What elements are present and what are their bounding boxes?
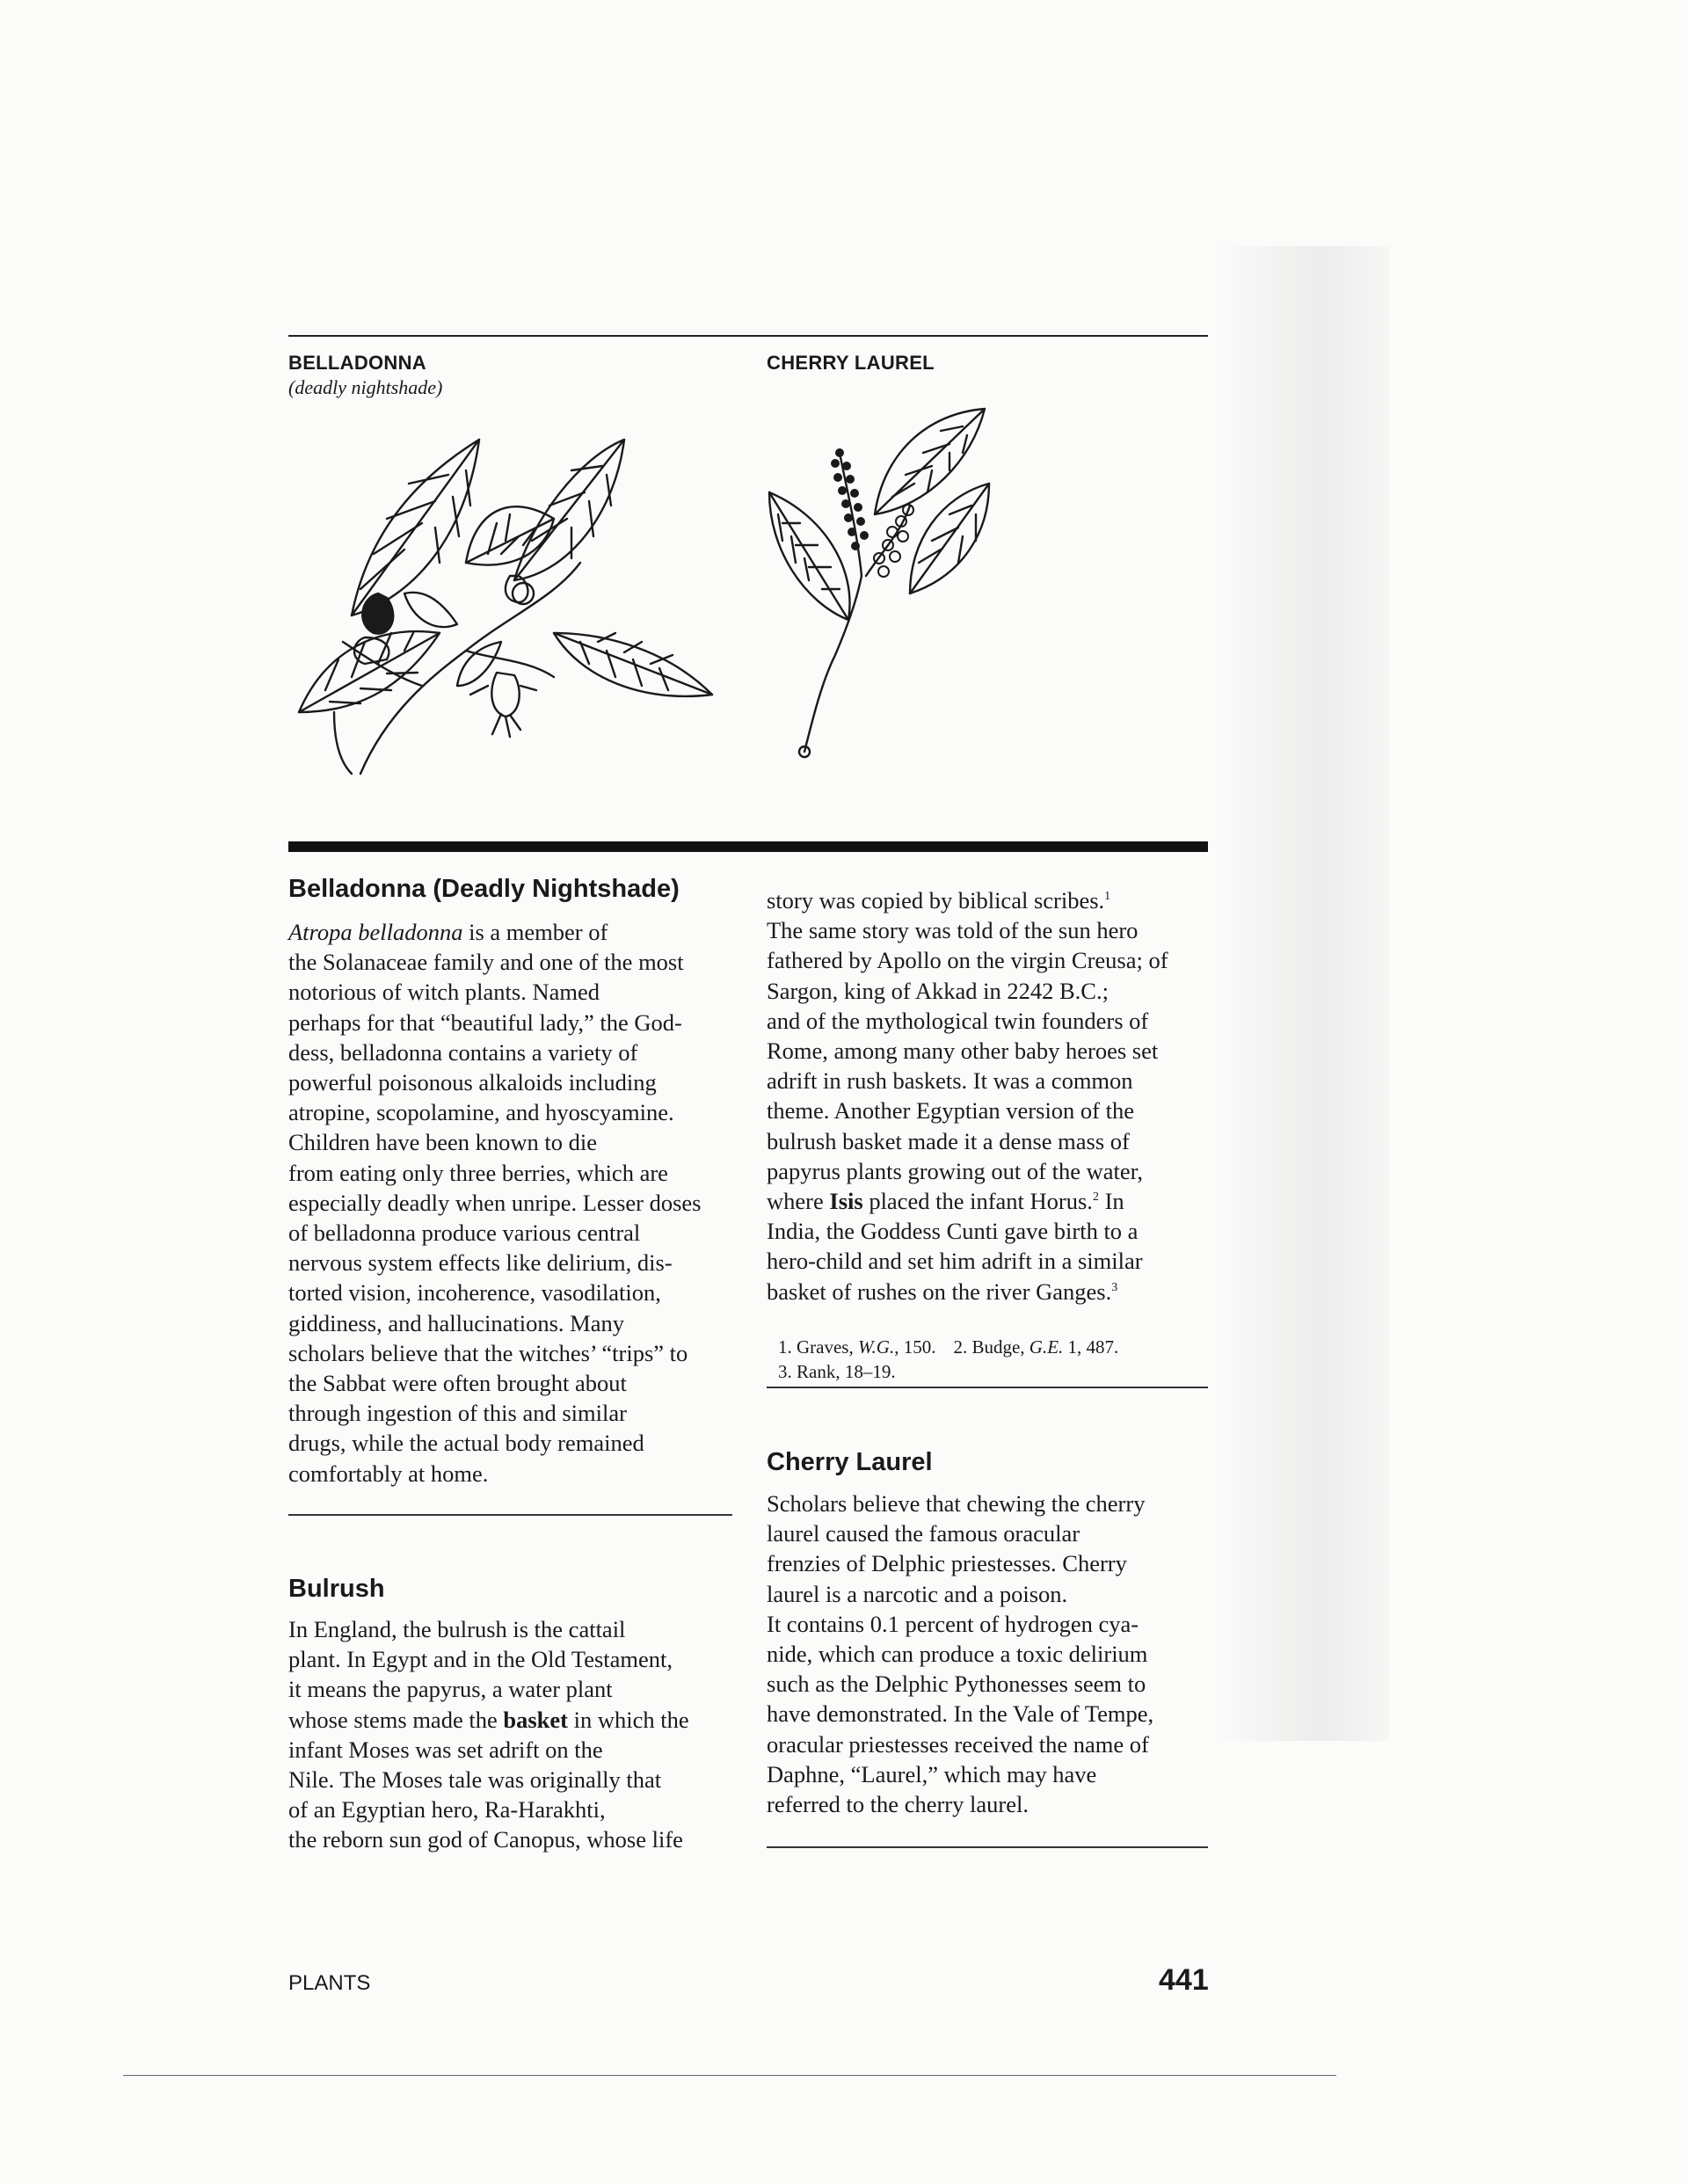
cherry-laurel-heading: Cherry Laurel — [767, 1448, 933, 1476]
text-line: laurel is a narcotic and a poison. — [767, 1580, 1068, 1607]
text-line: the reborn sun god of Canopus, whose life — [288, 1826, 683, 1853]
text-line: fathered by Apollo on the virgin Creusa; of — [767, 947, 1168, 974]
illustration-subtitle-belladonna: (deadly nightshade) — [288, 376, 443, 398]
text-line: referred to the cherry laurel. — [767, 1791, 1029, 1818]
text-line: powerful poisonous alkaloids including — [288, 1069, 657, 1096]
belladonna-plant-drawing-icon — [290, 422, 747, 783]
text-line: of belladonna produce various central — [288, 1219, 641, 1247]
text-line: The same story was told of the sun hero — [767, 917, 1139, 944]
running-footer-section: PLANTS — [288, 1971, 371, 1995]
text-line: from eating only three berries, which are — [288, 1159, 668, 1186]
text-line: have demonstrated. In the Vale of Tempe, — [767, 1700, 1154, 1728]
text-line: Atropa belladonna is a member of — [288, 919, 608, 945]
text-line: torted vision, incoherence, vasodilation, — [288, 1279, 661, 1307]
text-line: plant. In Egypt and in the Old Testament, — [288, 1646, 673, 1673]
text-line: of an Egyptian hero, Ra-Harakhti, — [288, 1796, 606, 1824]
text-line: dess, belladonna contains a variety of — [288, 1038, 638, 1066]
text-line: laurel caused the famous oracular — [767, 1520, 1080, 1547]
text-line: especially deadly when unripe. Lesser doses — [288, 1189, 702, 1216]
text-line: oracular priestesses received the name of — [767, 1730, 1149, 1758]
belladonna-end-rule — [288, 1514, 732, 1516]
belladonna-body — [288, 917, 737, 1489]
bulrush-body — [288, 1614, 737, 1855]
text-line: Scholars believe that chewing the cherry — [767, 1490, 1146, 1517]
page-shadow — [1213, 246, 1389, 1741]
text-line: frenzies of Delphic priestesses. Cherry — [767, 1550, 1127, 1577]
belladonna-heading: Belladonna (Deadly Nightshade) — [288, 875, 680, 903]
text-line: it means the papyrus, a water plant — [288, 1676, 613, 1703]
scan-bottom-line — [123, 2075, 1336, 2076]
footnote-line: 1. Graves, W.G., 150. 2. Budge, G.E. 1, 487. — [778, 1336, 1119, 1358]
text-line: bulrush basket made it a dense mass of — [767, 1127, 1130, 1154]
text-line: notorious of witch plants. Named — [288, 979, 600, 1006]
illustration-label-cherry-laurel: CHERRY LAUREL — [767, 352, 935, 374]
text-line: whose stems made the basket in which the — [288, 1706, 689, 1733]
text-line: adrift in rush baskets. It was a common — [767, 1067, 1133, 1095]
text-line: Children have been known to die — [288, 1129, 598, 1156]
text-line: the Sabbat were often brought about — [288, 1370, 627, 1397]
cherry-laurel-plant-drawing-icon — [752, 400, 1033, 761]
text-line: infant Moses was set adrift on the — [288, 1736, 603, 1763]
text-line: drugs, while the actual body remained — [288, 1430, 644, 1457]
page-number: 441 — [1159, 1963, 1209, 1997]
text-line: papyrus plants growing out of the water, — [767, 1157, 1143, 1184]
bulrush-continuation — [767, 885, 1215, 1307]
text-line: perhaps for that “beautiful lady,” the God- — [288, 1008, 682, 1036]
text-line: giddiness, and hallucinations. Many — [288, 1309, 624, 1336]
text-line: nide, which can produce a toxic delirium — [767, 1641, 1148, 1668]
text-line: theme. Another Egyptian version of the — [767, 1097, 1135, 1125]
header-rule — [288, 335, 1208, 337]
illustration-label-belladonna: BELLADONNA — [288, 352, 426, 374]
text-line: Daphne, “Laurel,” which may have — [767, 1760, 1097, 1787]
text-line: It contains 0.1 percent of hydrogen cya- — [767, 1610, 1139, 1637]
text-line: In England, the bulrush is the cattail — [288, 1616, 626, 1642]
text-line: India, the Goddess Cunti gave birth to a — [767, 1218, 1139, 1245]
text-line: Nile. The Moses tale was originally that — [288, 1766, 662, 1794]
footnote-line: 3. Rank, 18–19. — [778, 1361, 896, 1382]
cherry-laurel-end-rule — [767, 1846, 1208, 1848]
text-line: hero-child and set him adrift in a similar — [767, 1248, 1143, 1275]
text-line: comfortably at home. — [288, 1460, 489, 1487]
text-line: Rome, among many other baby heroes set — [767, 1037, 1159, 1065]
bulrush-heading: Bulrush — [288, 1575, 385, 1603]
cherry-laurel-body — [767, 1489, 1215, 1819]
bulrush-end-rule — [767, 1387, 1208, 1388]
text-line: story was copied by biblical scribes.$^1$ — [767, 887, 1111, 914]
section-divider-rule — [288, 841, 1208, 852]
text-line: through ingestion of this and similar — [288, 1400, 627, 1427]
bulrush-footnotes — [778, 1335, 1200, 1384]
text-line: atropine, scopolamine, and hyoscyamine. — [288, 1099, 674, 1126]
text-line: Sargon, king of Akkad in 2242 B.C.; — [767, 977, 1109, 1004]
text-line: where Isis placed the infant Horus.$^2$ In — [767, 1188, 1124, 1215]
text-line: such as the Delphic Pythonesses seem to — [767, 1671, 1146, 1698]
text-line: the Solanaceae family and one of the most — [288, 949, 684, 976]
text-line: nervous system effects like delirium, dis- — [288, 1249, 673, 1277]
text-line: scholars believe that the witches’ “trips” to — [288, 1339, 688, 1366]
text-line: and of the mythological twin founders of — [767, 1007, 1149, 1034]
text-line: basket of rushes on the river Ganges.$^3$ — [767, 1278, 1118, 1305]
